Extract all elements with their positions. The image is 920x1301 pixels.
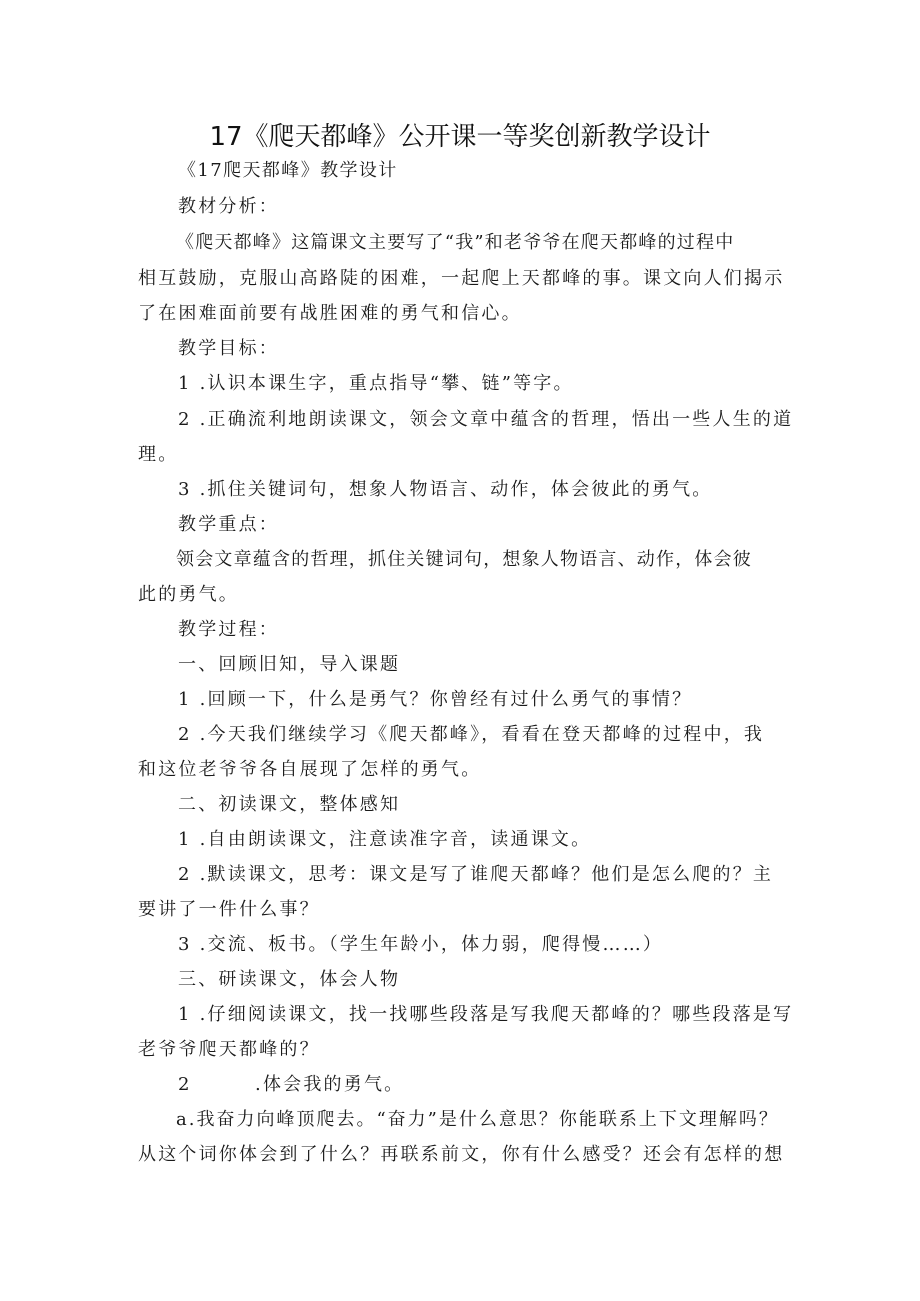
list-item: 1 .回顾一下，什么是勇气？你曾经有过什么勇气的事情？: [178, 689, 693, 710]
list-item: 3 .抓住关键词句，想象人物语言、动作，体会彼此的勇气。: [178, 479, 713, 500]
paragraph-line: 了在困难面前要有战胜困难的勇气和信心。: [138, 303, 522, 324]
section-heading: 教学重点：: [178, 514, 279, 535]
paragraph-line: 从这个词你体会到了什么？再联系前文，你有什么感受？还会有怎样的想: [138, 1144, 785, 1165]
list-item: 1 .认识本课生字，重点指导“攀、链”等字。: [178, 373, 574, 394]
step-heading: 三、研读课文，体会人物: [178, 969, 401, 990]
step-heading: 二、初读课文，整体感知: [178, 794, 401, 815]
step-heading: 一、回顾旧知，导入课题: [178, 654, 401, 675]
list-item: 2 .默读课文，思考：课文是写了谁爬天都峰？他们是怎么爬的？主: [178, 864, 774, 885]
paragraph-line: 领会文章蕴含的哲理，抓住关键词句，想象人物语言、动作，体会彼: [176, 549, 752, 570]
section-heading: 教材分析：: [178, 196, 279, 217]
list-item: 2 .正确流利地朗读课文，领会文章中蕴含的哲理，悟出一些人生的道: [178, 409, 794, 430]
paragraph-line: 《爬天都峰》这篇课文主要写了“我”和老爷爷在爬天都峰的过程中: [176, 232, 735, 253]
list-item-continuation: 理。: [138, 444, 179, 465]
section-heading: 教学目标：: [178, 338, 279, 359]
list-item: 3 .交流、板书。（学生年龄小，体力弱，爬得慢……）: [178, 934, 664, 955]
paragraph-line: 相互鼓励，克服山高路陡的困难，一起爬上天都峰的事。课文向人们揭示: [138, 268, 785, 289]
list-item: 2 .体会我的勇气。: [178, 1074, 405, 1095]
section-heading: 教学过程：: [178, 619, 279, 640]
paragraph-line: 此的勇气。: [138, 584, 239, 605]
list-item-continuation: 老爷爷爬天都峰的？: [138, 1039, 320, 1060]
list-item: 2 .今天我们继续学习《爬天都峰》，看看在登天都峰的过程中，我: [178, 724, 765, 745]
list-item-continuation: 和这位老爷爷各自展现了怎样的勇气。: [138, 759, 482, 780]
paragraph-line: a.我奋力向峰顶爬去。“奋力”是什么意思？你能联系上下文理解吗？: [176, 1109, 779, 1130]
list-item: 1 .自由朗读课文，注意读准字音，读通课文。: [178, 829, 592, 850]
document-title: 17《爬天都峰》公开课一等奖创新教学设计: [209, 122, 711, 152]
subtitle: 《17爬天都峰》教学设计: [178, 160, 398, 181]
list-item: 1 .仔细阅读课文，找一找哪些段落是写我爬天都峰的？哪些段落是写: [178, 1004, 794, 1025]
list-item-continuation: 要讲了一件什么事？: [138, 899, 320, 920]
